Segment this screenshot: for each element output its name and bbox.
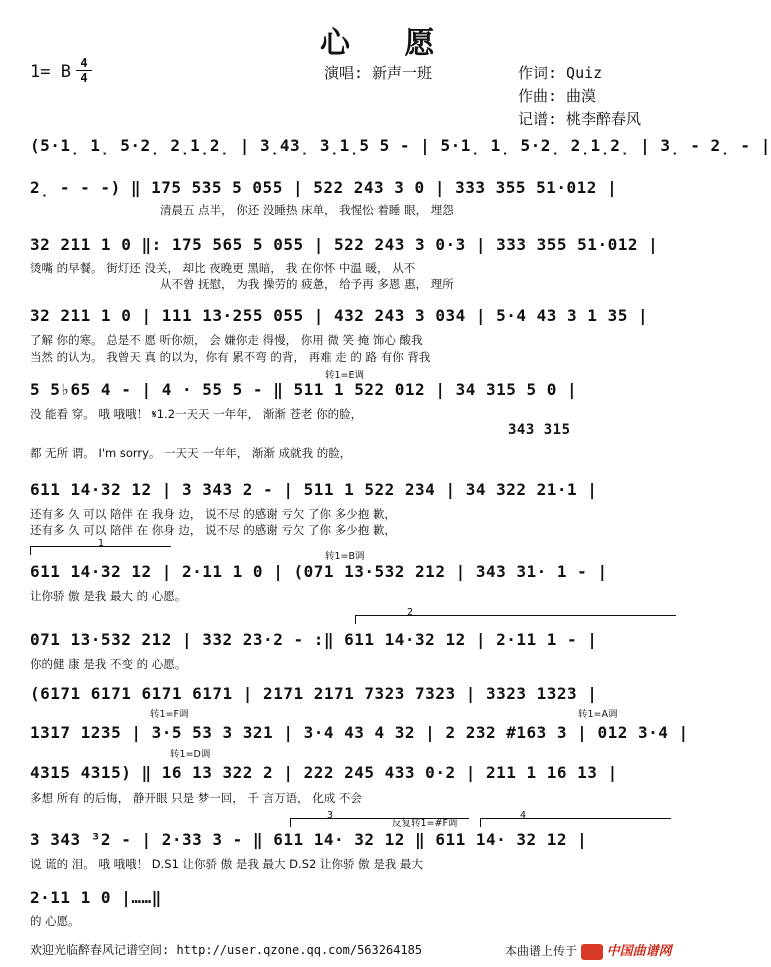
site-logo-text[interactable]: 中国曲谱网 xyxy=(606,944,672,959)
score-line-13: 2·11 1 0 |……‖ xyxy=(30,888,162,907)
modulation-b: 转1=B调 xyxy=(325,551,365,562)
lyric-line-5b: 都 无所 谓。 I'm sorry。 一天天 一年年， 渐渐 成就我 的脸， xyxy=(30,446,352,460)
repeat-modulation: 反复转1=#F调 xyxy=(392,818,458,829)
lyric-line-8: 你的健 康 是我 不变 的 心愿。 xyxy=(30,657,187,671)
lyric-line-11: 多想 所有 的后悔， 静开眼 只是 梦一回， 千 言万语， 化成 不会 xyxy=(30,791,362,805)
lyric-line-3b: 从不曾 抚慰， 为我 操劳的 疲惫， 给予再 多恩 惠， 理所 xyxy=(160,277,454,291)
volta-1-label: 1 xyxy=(98,538,105,549)
volta-3-label: 3 xyxy=(327,810,334,821)
lyric-line-13: 的 心愿。 xyxy=(30,914,80,928)
score-line-1: (5·1̣ 1̣ 5·2̣ 2̣1̣2̣ | 3̣43̣ 3̣1̣5 5 - | 5·1̣ 1̣ 5·2̣ 2̣1̣2̣ | 3̣ - 2̣ - | xyxy=(30,136,771,155)
lyric-line-12: 说 谎的 泪。 哦 哦哦！ D.S1 让你骄 傲 是我 最大 D.S2 让你骄 傲 是我 最大 xyxy=(30,857,423,871)
lyric-line-6b: 还有多 久 可以 陪伴 在 你身 边， 说不尽 的感谢 亏欠 了你 多少抱 歉， xyxy=(30,523,396,537)
score-line-2: 2̣ - - -) ‖ 175 535 5 055 | 522 243 3 0 | 333 355 51·012 | xyxy=(30,178,618,197)
volta-2-label: 2 xyxy=(407,607,414,618)
score-line-8: 071 13·532 212 | 332 23·2 - :‖ 611 14·32 12 | 2·11 1 - | xyxy=(30,630,598,649)
score-line-5: 5 5♭65 4 - | 4 · 55 5 - ‖ 511 1 522 012 | 34 315 5 0 | xyxy=(30,380,578,399)
lyricist-credit: 作词: Quiz xyxy=(518,64,603,82)
time-signature-top: 4 xyxy=(80,56,88,70)
composer-credit: 作曲: 曲漠 xyxy=(518,87,597,105)
volta-4-bracket xyxy=(480,818,671,827)
transcriber-credit: 记谱: 桃李醉春风 xyxy=(518,110,642,128)
lyric-line-6: 还有多 久 可以 陪伴 在 我身 边， 说不尽 的感谢 亏欠 了你 多少抱 歉， xyxy=(30,507,396,521)
key-signature: 1= B xyxy=(30,62,71,82)
footer-upload-label xyxy=(505,940,672,960)
lyric-line-2: 清晨五 点半， 你还 没睡热 床单， 我惺忪 着睡 眼， 埋怨 xyxy=(160,203,454,217)
score-line-5-alt: 343 315 xyxy=(508,422,571,438)
score-line-9: (6171 6171 6171 6171 | 2171 2171 7323 7323 | 3323 1323 | xyxy=(30,684,598,703)
song-title: 心 愿 xyxy=(320,26,457,61)
time-signature xyxy=(76,57,92,84)
score-line-3: 32 211 1 0 ‖: 175 565 5 055 | 522 243 3 0·3 | 333 355 51·012 | xyxy=(30,235,659,254)
modulation-f: 转1=F调 xyxy=(150,709,189,720)
lyric-line-3: 烫嘴 的早餐。 街灯还 没关， 却比 夜晚更 黑暗， 我 在你怀 中温 暖， 从不 xyxy=(30,261,416,275)
time-signature-bottom: 4 xyxy=(80,71,88,85)
lyric-line-5: 没 能看 穿。 哦 哦哦！ 𝄋1.2一天天 一年年， 渐渐 苍老 你的脸， xyxy=(30,407,363,421)
score-line-7: 611 14·32 12 | 2·11 1 0 | (071 13·532 212 | 343 31· 1 - | xyxy=(30,562,608,581)
score-line-10: 1317 1235 | 3·5 53 3 321 | 3·4 43 4 32 | 2 232 #163 3 | 012 3·4 | xyxy=(30,723,689,742)
site-logo-icon xyxy=(581,944,603,960)
score-line-12: 3 343 ³2 - | 2·33 3 - ‖ 611 14· 32 12 ‖ 611 14· 32 12 | xyxy=(30,830,588,849)
lyric-line-7: 让你骄 傲 是我 最大 的 心愿。 xyxy=(30,589,187,603)
modulation-a: 转1=A调 xyxy=(578,709,618,720)
score-line-4: 32 211 1 0 | 111 13·255 055 | 432 243 3 034 | 5·4 43 3 1 35 | xyxy=(30,306,649,325)
upload-label-text: 本曲谱上传于 xyxy=(505,944,578,958)
volta-4-label: 4 xyxy=(520,810,527,821)
score-line-11: 4315 4315) ‖ 16 13 322 2 | 222 245 433 0·2 | 211 1 16 13 | xyxy=(30,763,618,782)
score-line-6: 611 14·32 12 | 3 343 2 - | 511 1 522 234 | 34 322 21·1 | xyxy=(30,480,598,499)
volta-2-bracket xyxy=(355,615,676,624)
lyric-line-4b: 当然 的认为。 我曾天 真 的以为，你有 累不弯 的背， 再难 走 的 路 有你 背我 xyxy=(30,350,431,364)
footer-visit-link[interactable]: 欢迎光临醉春风记谱空间: http://user.qzone.qq.com/563264185 xyxy=(30,943,423,957)
modulation-d: 转1=D调 xyxy=(170,749,211,760)
modulation-e: 转1=E调 xyxy=(325,370,365,381)
singer-credit: 演唱: 新声一班 xyxy=(324,64,433,82)
lyric-line-4: 了解 你的寒。 总是不 愿 听你烦， 会 嫌你走 得慢， 你用 微 笑 掩 饰心 酸我 xyxy=(30,333,423,347)
